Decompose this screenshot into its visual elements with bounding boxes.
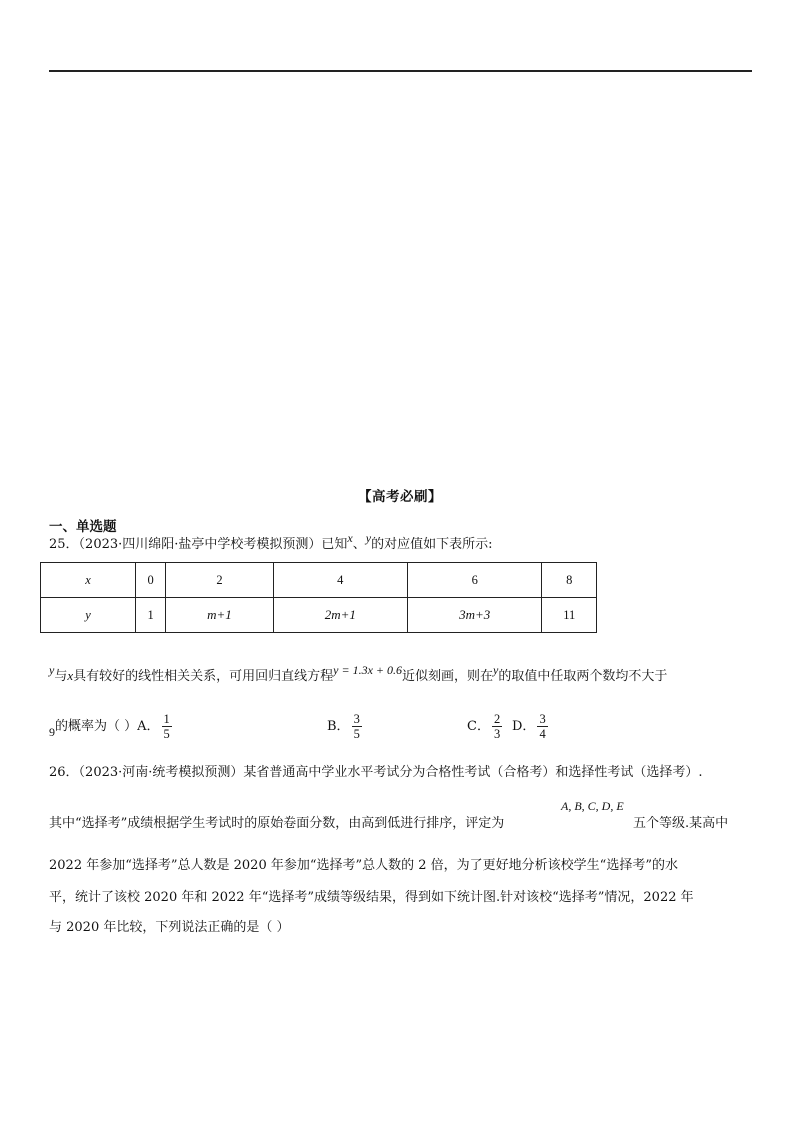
fraction-numerator: 3 bbox=[539, 712, 546, 726]
q25-nine: 9 bbox=[49, 725, 55, 739]
option-label: D． bbox=[512, 719, 536, 734]
table-cell: 2 bbox=[166, 563, 273, 598]
fraction-numerator: 2 bbox=[493, 712, 501, 726]
q25-stem-prefix: 25．（2023·四川绵阳·盐亭中学校考模拟预测）已知 bbox=[49, 537, 348, 552]
option-d bbox=[512, 712, 550, 741]
fraction-numerator: 1 bbox=[163, 712, 170, 726]
table-cell: x bbox=[41, 563, 136, 598]
q25-prob-text: 的概率为（ ）A． bbox=[55, 719, 160, 734]
q26-line5: 与 2020 年比较，下列说法正确的是（ ） bbox=[49, 920, 290, 935]
q25-equation: y = 1.3x + 0.6 bbox=[333, 663, 402, 677]
option-d-fraction bbox=[537, 712, 547, 741]
q25-text-not-greater: 的取值中任取两个数均不大于 bbox=[498, 669, 668, 684]
fraction-denominator: 4 bbox=[539, 727, 546, 741]
q25-text-approx: 近似刻画，则在 bbox=[402, 669, 494, 684]
q25-stem-suffix: 的对应值如下表所示: bbox=[371, 537, 493, 552]
fraction-denominator: 5 bbox=[163, 727, 170, 741]
q25-table bbox=[40, 562, 597, 633]
q26-line2-prefix: 其中“选择考”成绩根据学生考试时的原始卷面分数，由高到低进行排序，评定为 bbox=[49, 816, 505, 831]
q25-stem bbox=[49, 531, 493, 554]
table-cell: 11 bbox=[542, 598, 597, 633]
table-cell: m+1 bbox=[166, 598, 273, 633]
q26-line3: 2022 年参加“选择考”总人数是 2020 年参加“选择考”总人数的 2 倍，为了更好地分析该校学生“选择考”的水 bbox=[49, 858, 678, 873]
fraction-denominator: 5 bbox=[353, 727, 360, 741]
table-row bbox=[41, 563, 597, 598]
table-cell: 4 bbox=[273, 563, 407, 598]
section-heading: 一、单选题 bbox=[49, 519, 117, 535]
section-title: 【高考必刷】 bbox=[358, 489, 442, 505]
q25-var-y: y bbox=[365, 531, 372, 545]
table-cell: 6 bbox=[408, 563, 542, 598]
q25-text-with: 与 bbox=[54, 669, 68, 684]
table-cell: 3m+3 bbox=[408, 598, 542, 633]
table-row bbox=[41, 598, 597, 633]
q25-sep: 、 bbox=[352, 537, 366, 552]
q26-line1: 26．（2023·河南·统考模拟预测）某省普通高中学业水平考试分为合格性考试（合格考）和选择性考试（选择考）. bbox=[49, 765, 703, 780]
option-label: B． bbox=[327, 719, 350, 734]
top-rule bbox=[49, 70, 752, 72]
option-c bbox=[467, 712, 504, 741]
option-c-fraction bbox=[492, 712, 502, 741]
fraction-numerator: 3 bbox=[353, 712, 360, 726]
q25-line2 bbox=[49, 663, 668, 686]
option-b bbox=[327, 712, 364, 741]
q26-grades: A, B, C, D, E bbox=[561, 799, 624, 813]
q25-x-var: x bbox=[67, 668, 74, 683]
option-b-fraction bbox=[352, 712, 362, 741]
q26-line4: 平，统计了该校 2020 年和 2022 年“选择考”成绩等级结果，得到如下统计图.针对该校“选择考”情况，2022 年 bbox=[49, 890, 694, 905]
table-cell: 2m+1 bbox=[273, 598, 407, 633]
table-cell: y bbox=[41, 598, 136, 633]
q25-y-var-2: y bbox=[493, 663, 499, 677]
table-cell: 0 bbox=[136, 563, 166, 598]
option-a-fraction bbox=[162, 712, 172, 741]
q25-y-var: y bbox=[49, 663, 55, 677]
option-label: C． bbox=[467, 719, 490, 734]
q25-line3 bbox=[49, 712, 174, 741]
q25-text-relation: 具有较好的线性相关关系，可用回归直线方程 bbox=[73, 669, 334, 684]
q26-line2-suffix: 五个等级.某高中 bbox=[633, 816, 729, 831]
table-cell: 8 bbox=[542, 563, 597, 598]
q25-var-x: x bbox=[347, 531, 353, 545]
fraction-denominator: 3 bbox=[493, 727, 501, 741]
table-cell: 1 bbox=[136, 598, 166, 633]
